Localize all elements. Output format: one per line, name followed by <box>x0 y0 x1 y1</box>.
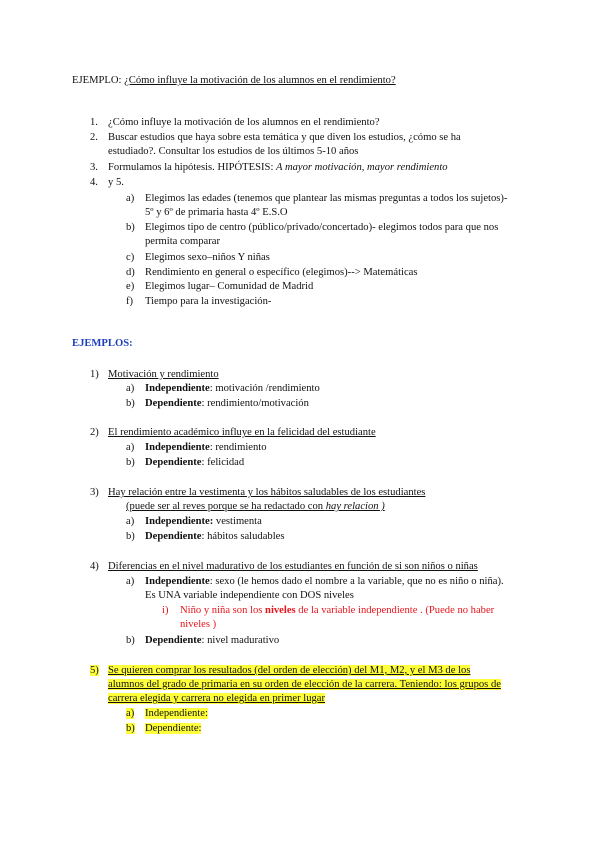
example-4-a-letter: a) <box>126 576 135 587</box>
example-5-a-letter-text: a) <box>126 708 135 719</box>
sub-e-text: Elegimos lugar– Comunidad de Madrid <box>145 281 314 292</box>
example-3-note-italic: hay relacion ) <box>325 501 385 512</box>
sub-d-text: Rendimiento en general o específico (elegimos)--> Matemáticas <box>145 267 418 278</box>
example-5-line-3-text: carrera elegida y carrera no elegida en primer lugar <box>108 693 326 704</box>
example-5-b-letter-text: b) <box>126 723 135 734</box>
example-5-b <box>145 722 201 735</box>
example-5-a-letter <box>126 707 134 720</box>
niveles-bold: niveles <box>265 605 296 616</box>
example-3-b-letter: b) <box>126 531 135 542</box>
sub-a-letter: a) <box>126 193 135 204</box>
sub-d-letter: d) <box>126 267 135 278</box>
example-4-ai-line-2: niveles ) <box>180 619 217 630</box>
hypothesis-text: A mayor motivación, mayor rendimiento <box>276 162 448 173</box>
dependiente-label: Dependiente <box>145 398 202 409</box>
document-title <box>72 74 396 87</box>
example-1-b-value: : rendimiento/motivación <box>201 398 309 409</box>
example-4-a <box>145 575 504 588</box>
example-1-b <box>145 397 309 410</box>
example-2-a-value: : rendimiento <box>209 442 267 453</box>
example-2-b-letter: b) <box>126 457 135 468</box>
step-4-number: 4. <box>90 177 98 188</box>
dependiente-label: Dependiente <box>145 531 202 542</box>
independiente-label: Independiente <box>145 442 210 453</box>
example-1-b-letter: b) <box>126 398 135 409</box>
example-4-b <box>145 634 279 647</box>
example-5-line-2-text: alumnos del grado de primaria en su orden de elección de la carrera. Teniendo: los grupos de <box>108 679 501 690</box>
sub-b-line-1: Elegimos tipo de centro (público/privado/concertado)- elegimos todos para que nos <box>145 222 499 233</box>
independiente-label: Independiente <box>145 383 210 394</box>
example-5-number <box>90 664 99 677</box>
title-question: ¿Cómo influye la motivación de los alumnos en el rendimiento? <box>124 75 396 86</box>
example-2-b-value: : felicidad <box>201 457 245 468</box>
sub-b-letter: b) <box>126 222 135 233</box>
example-5-number-text: 5) <box>90 665 99 676</box>
step-2-line-2: estudiado?. Consultar los estudios de los últimos 5-10 años <box>108 146 359 157</box>
example-4-number: 4) <box>90 561 99 572</box>
example-4-title: Diferencias en el nivel madurativo de los estudiantes en función de si son niños o niñas <box>108 561 478 572</box>
dependiente-label: Dependiente <box>145 457 202 468</box>
step-3-text <box>108 161 448 174</box>
example-4-b-value: : nivel madurativo <box>201 635 280 646</box>
example-3-title: Hay relación entre la vestimenta y los hábitos saludables de los estudiantes <box>108 487 426 498</box>
example-4-ai-text <box>180 604 494 617</box>
step-3-number: 3. <box>90 162 98 173</box>
step-4-text: y 5. <box>108 177 124 188</box>
example-2-title: El rendimiento académico influye en la felicidad del estudiante <box>108 427 376 438</box>
example-5-a <box>145 707 208 720</box>
example-2-b <box>145 456 244 469</box>
example-3-b-value: : hábitos saludables <box>201 531 285 542</box>
example-3-note <box>126 500 385 513</box>
example-5-line-1-text: Se quieren comprar los resultados (del orden de elección) del M1, M2, y el M3 de los <box>108 665 471 676</box>
example-3-a-value: vestimenta <box>213 516 262 527</box>
step-1-number: 1. <box>90 117 98 128</box>
step-2-number: 2. <box>90 132 98 143</box>
sub-f-text: Tiempo para la investigación- <box>145 296 272 307</box>
sub-a-line-2: 5º y 6º de primaria hasta 4º E.S.O <box>145 207 288 218</box>
example-1-a-value: : motivación /rendimiento <box>209 383 320 394</box>
step-3-label: Formulamos la hipótesis. HIPÓTESIS: <box>108 162 277 173</box>
example-3-note-text: (puede ser al reves porque se ha redactado con <box>126 501 326 512</box>
example-5-b-text: Dependiente: <box>145 723 202 734</box>
title-prefix: EJEMPLO: <box>72 75 125 86</box>
example-1-a <box>145 382 320 395</box>
sub-f-letter: f) <box>126 296 134 307</box>
sub-c-letter: c) <box>126 252 135 263</box>
example-5-line-2 <box>108 678 501 691</box>
step-1-text: ¿Cómo influye la motivación de los alumnos en el rendimiento? <box>108 117 380 128</box>
sub-b-line-2: permita comparar <box>145 236 220 247</box>
sub-e-letter: e) <box>126 281 135 292</box>
example-3-number: 3) <box>90 487 99 498</box>
example-4-a-line-2: Es UNA variable independiente con DOS niveles <box>145 590 354 601</box>
example-3-a <box>145 515 262 528</box>
example-5-line-1 <box>108 664 470 677</box>
example-5-a-text: Independiente: <box>145 708 208 719</box>
example-3-b <box>145 530 284 543</box>
example-4-b-letter: b) <box>126 635 135 646</box>
example-4-ai-part-1: Niño y niña son los <box>180 605 266 616</box>
example-5-line-3 <box>108 692 325 705</box>
example-3-a-letter: a) <box>126 516 135 527</box>
example-4-ai-numeral: i) <box>162 605 169 616</box>
sub-c-text: Elegimos sexo–niños Y niñas <box>145 252 270 263</box>
example-1-number: 1) <box>90 369 99 380</box>
example-1-a-letter: a) <box>126 383 135 394</box>
example-1-title: Motivación y rendimiento <box>108 369 219 380</box>
independiente-label: Independiente: <box>145 516 214 527</box>
example-4-ai-part-2: de la variable independiente . (Puede no haber <box>295 605 495 616</box>
step-2-line-1: Buscar estudios que haya sobre esta temática y que diven los estudios, ¿cómo se ha <box>108 132 461 143</box>
example-2-number: 2) <box>90 427 99 438</box>
dependiente-label: Dependiente <box>145 635 202 646</box>
sub-a-line-1: Elegimos las edades (tenemos que plantear las mismas preguntas a todos los sujetos)- <box>145 193 508 204</box>
example-5-b-letter <box>126 722 135 735</box>
independiente-label: Independiente <box>145 576 210 587</box>
example-2-a <box>145 441 267 454</box>
ejemplos-heading: EJEMPLOS: <box>72 338 133 349</box>
example-2-a-letter: a) <box>126 442 135 453</box>
example-4-a-value: : sexo (le hemos dado el nombre a la variable, que no es niño o niña). <box>209 576 504 587</box>
